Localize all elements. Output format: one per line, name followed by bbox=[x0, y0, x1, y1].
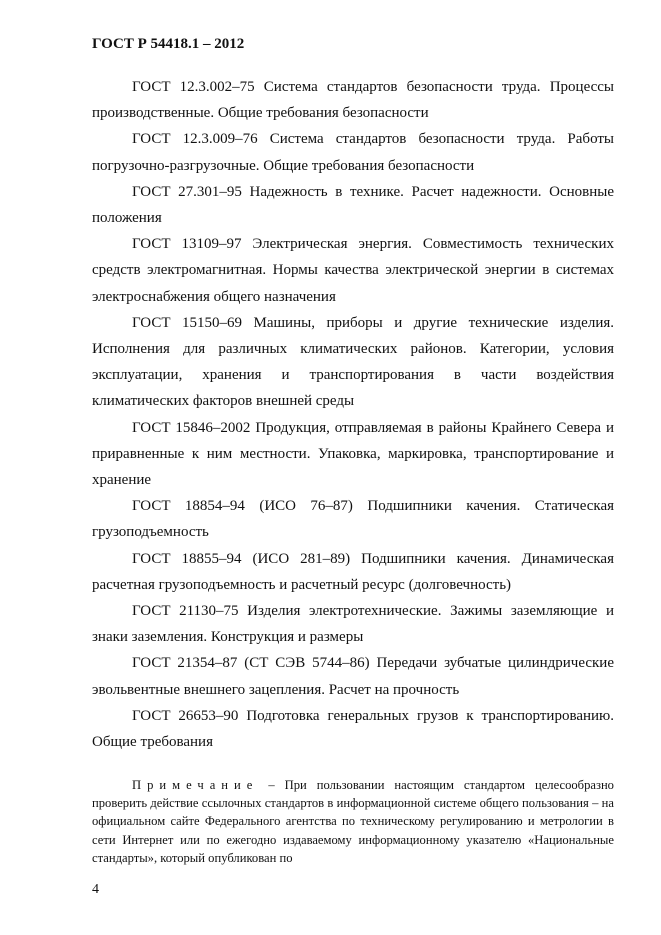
reference-item-7: ГОСТ 18854–94 (ИСО 76–87) Подшипники качения. Статическая грузоподъемность bbox=[92, 498, 614, 541]
reference-item-6: ГОСТ 15846–2002 Продукция, отправляемая в районы Крайнего Севера и приравненные к ним местности. Упаковка, маркировка, транспортирование и хранение bbox=[92, 419, 614, 489]
reference-item-9: ГОСТ 21130–75 Изделия электротехнические. Зажимы заземляющие и знаки заземления. Конструкция и размеры bbox=[92, 603, 614, 646]
normative-references-list bbox=[92, 74, 614, 755]
reference-item-3: ГОСТ 27.301–95 Надежность в технике. Расчет надежности. Основные положения bbox=[92, 183, 614, 227]
reference-item-8: ГОСТ 18855–94 (ИСО 281–89) Подшипники качения. Динамическая расчетная грузоподъемность и расчетный ресурс (долговечность) bbox=[92, 550, 614, 593]
reference-item-10: ГОСТ 21354–87 (СТ СЭВ 5744–86) Передачи зубчатые цилиндрические эвольвентные внешнего зацепления. Расчет на прочность bbox=[92, 655, 614, 698]
document-header: ГОСТ Р 54418.1 – 2012 bbox=[92, 36, 245, 52]
reference-item-5: ГОСТ 15150–69 Машины, приборы и другие технические изделия. Исполнения для различных климатических районов. Категории, условия эксплуатации, хранения и транспортирования в части воздействия климатических факторов внешней среды bbox=[92, 314, 614, 410]
page-number: 4 bbox=[92, 882, 99, 897]
note-text: – При пользовании настоящим стандартом целесообразно проверить действие ссылочных стандартов в информационной системе общего пользования – на официальном сайте Федерального агентства по техническому регулированию и метрологии в сети Интернет или по ежегодно издаваемому информационному указателю «Национальные стандарты», который опубликован по bbox=[92, 778, 614, 865]
reference-item-1: ГОСТ 12.3.002–75 Система стандартов безопасности труда. Процессы производственные. Общие требования безопасности bbox=[92, 79, 614, 122]
reference-item-11: ГОСТ 26653–90 Подготовка генеральных грузов к транспортированию. Общие требования bbox=[92, 707, 614, 751]
reference-item-4: ГОСТ 13109–97 Электрическая энергия. Совместимость технических средств электромагнитная. Нормы качества электрической энергии в системах электроснабжения общего назначения bbox=[92, 236, 614, 305]
note-label: Примечание bbox=[132, 778, 259, 792]
reference-item-2: ГОСТ 12.3.009–76 Система стандартов безопасности труда. Работы погрузочно-разгрузочные. Общие требования безопасности bbox=[92, 131, 614, 174]
note-paragraph bbox=[92, 776, 614, 867]
